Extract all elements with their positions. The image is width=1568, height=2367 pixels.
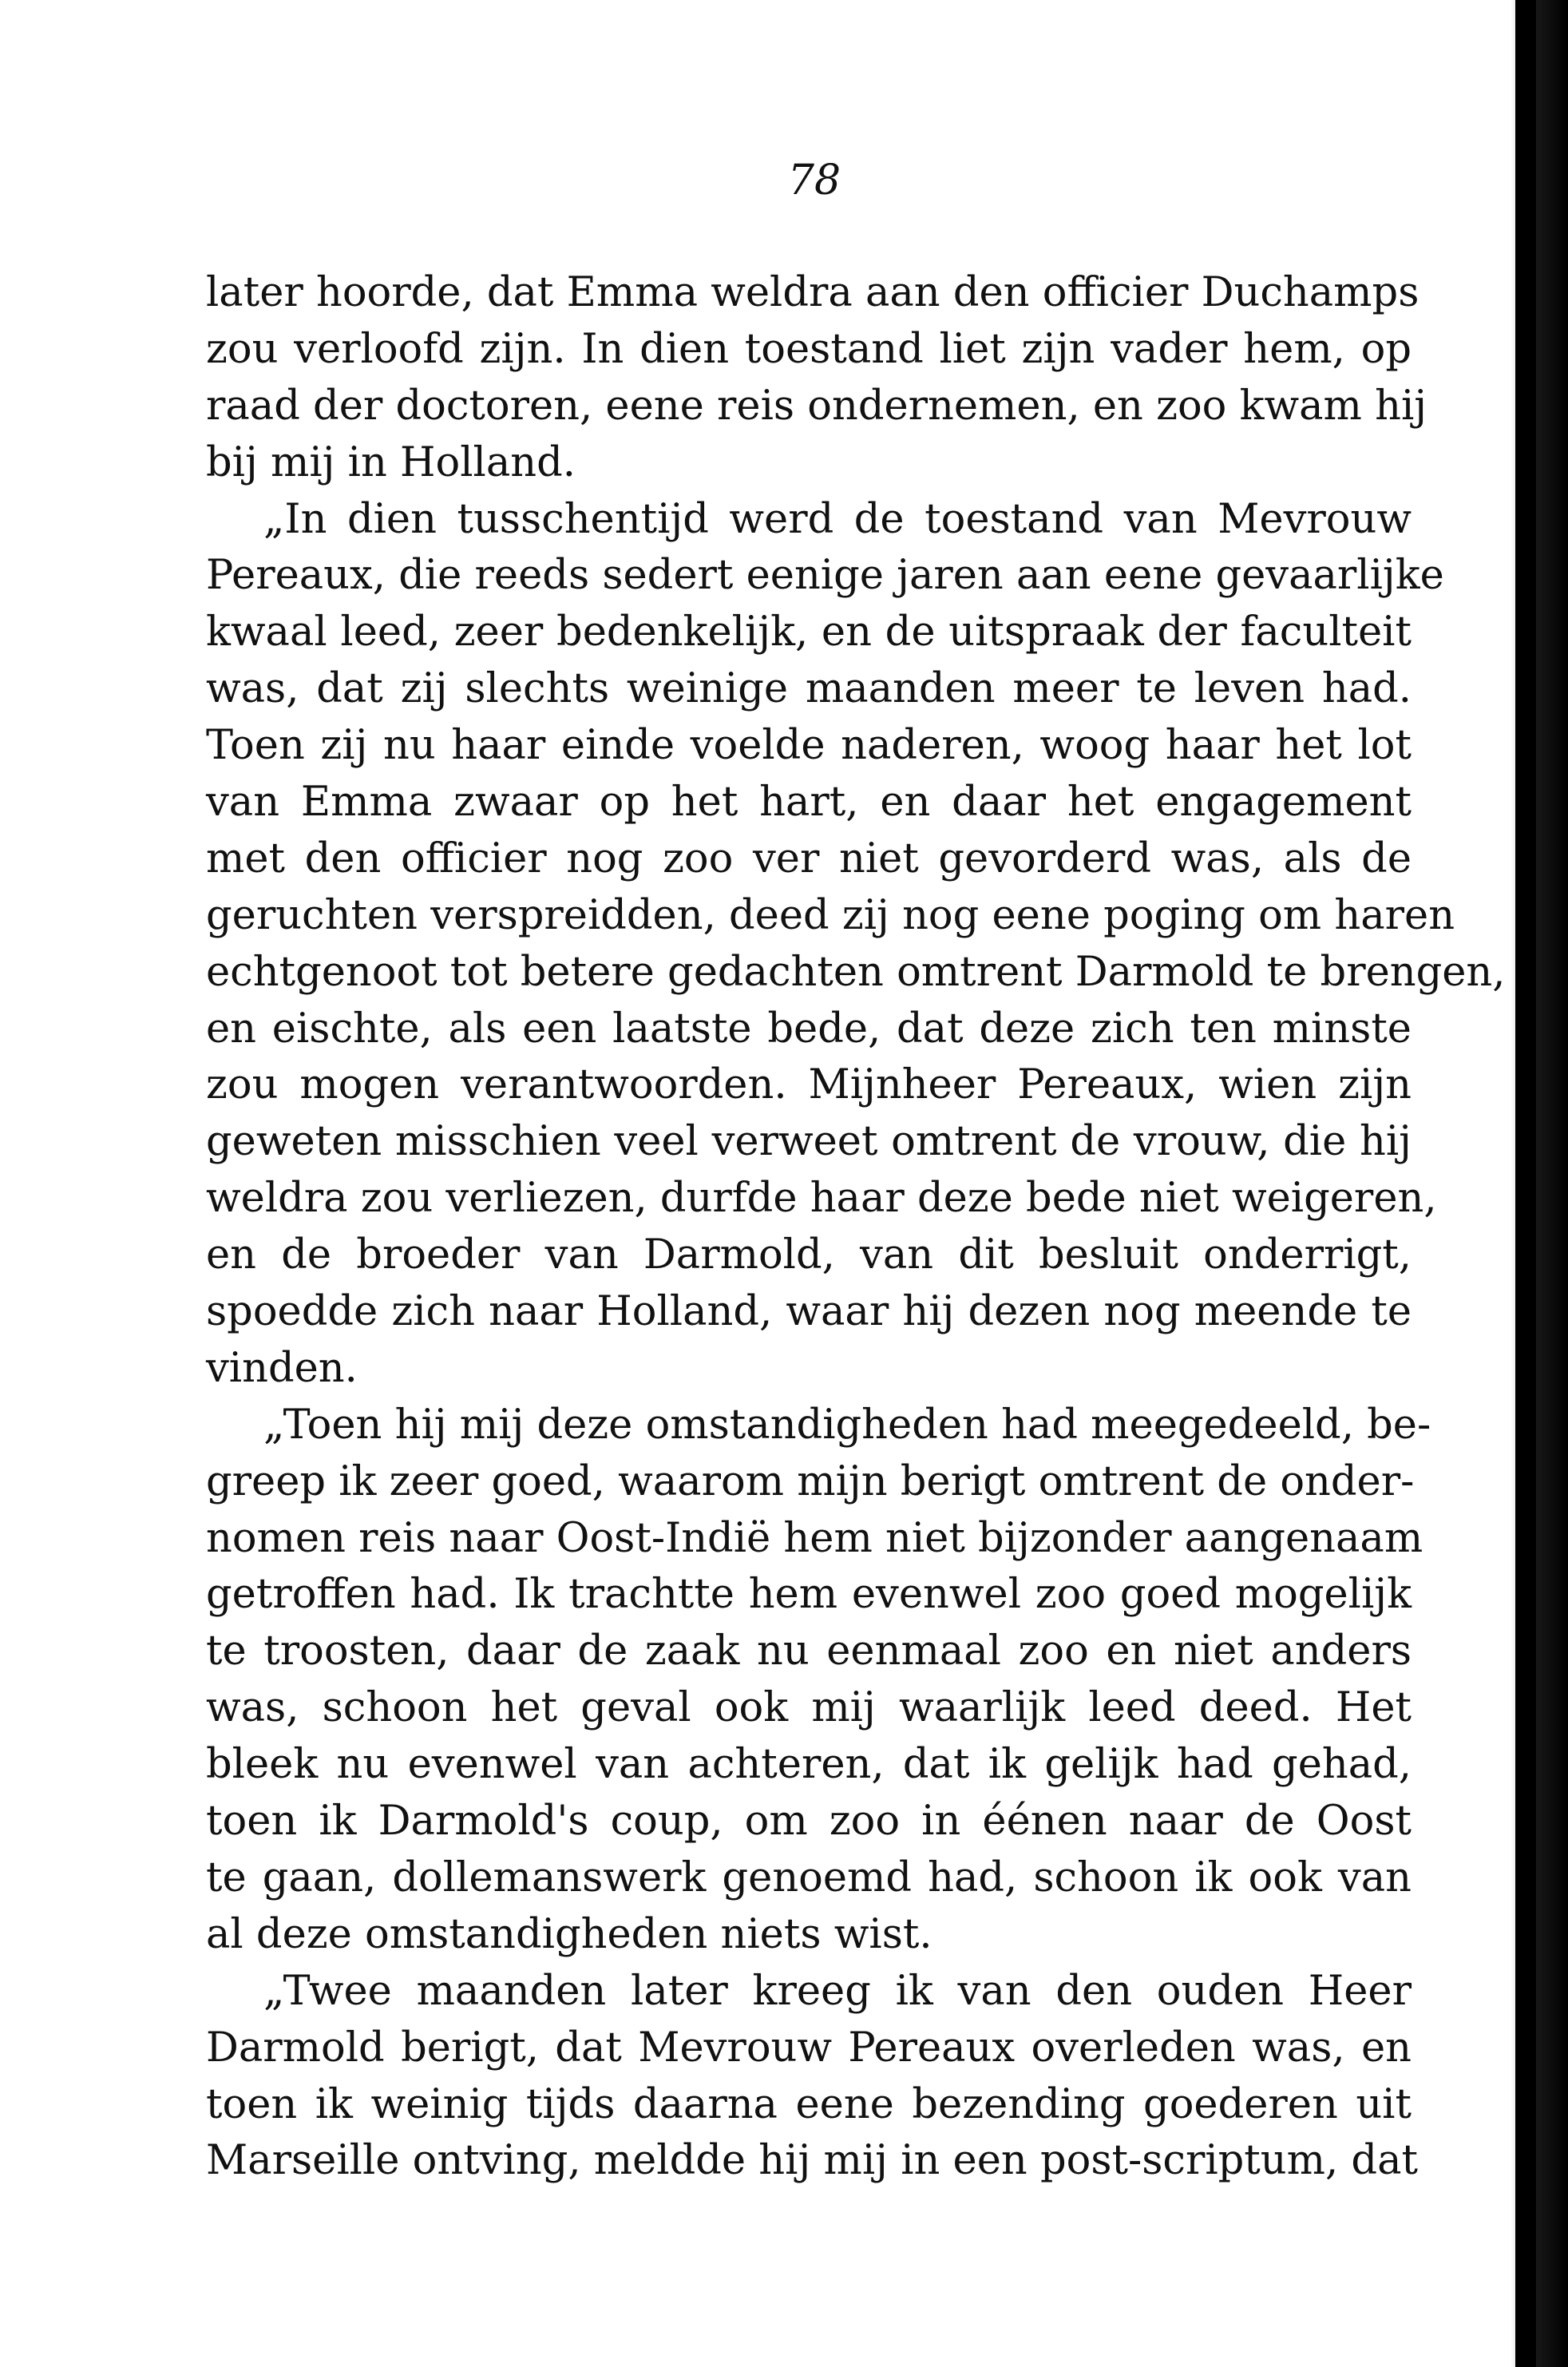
text-line: weldra zou verliezen, durfde haar deze bede niet weigeren,: [206, 1175, 1437, 1223]
text-line: greep ik zeer goed, waarom mijn berigt omtrent de onder-: [206, 1457, 1415, 1505]
text-line: was, dat zij slechts weinige maanden meer te leven had.: [206, 665, 1412, 713]
text-line: geweten misschien veel verweet omtrent de vrouw, die hij: [206, 1118, 1412, 1166]
text-line: geruchten verspreidden, deed zij nog eene poging om haren: [206, 891, 1455, 939]
text-line: zou mogen verantwoorden. Mijnheer Pereaux, wien zijn: [206, 1061, 1412, 1109]
text-line: te gaan, dollemanswerk genoemd had, schoon ik ook van: [206, 1854, 1412, 1901]
text-line: van Emma zwaar op het hart, en daar het engagement: [206, 779, 1412, 827]
text-line: Toen zij nu haar einde voelde naderen, woog haar het lot: [206, 722, 1412, 770]
text-line: raad der doctoren, eene reis ondernemen, en zoo kwam hij: [206, 382, 1427, 430]
text-line: spoedde zich naar Holland, waar hij dezen nog meende te: [206, 1288, 1412, 1336]
text-line: Marseille ontving, meldde hij mij in een post-scriptum, dat: [206, 2137, 1418, 2185]
page-binding-shadow: [1515, 0, 1536, 2367]
text-line: „Toen hij mij deze omstandigheden had meegedeeld, be-: [263, 1401, 1431, 1449]
text-line: Darmold berigt, dat Mevrouw Pereaux overleden was, en: [206, 2024, 1412, 2072]
text-line: toen ik weinig tijds daarna eene bezending goederen uit: [206, 2080, 1412, 2128]
text-line: te troosten, daar de zaak nu eenmaal zoo en niet anders: [206, 1628, 1412, 1675]
text-line: en de broeder van Darmold, van dit besluit onderrigt,: [206, 1231, 1412, 1279]
text-line: toen ik Darmold's coup, om zoo in éénen naar de Oost: [206, 1798, 1412, 1846]
text-line: vinden.: [206, 1344, 358, 1392]
body-text: [206, 265, 1506, 2190]
text-line: „In dien tusschentijd werd de toestand van Mevrouw: [263, 495, 1412, 543]
text-line: al deze omstandigheden niets wist.: [206, 1910, 932, 1958]
text-line: en eischte, als een laatste bede, dat deze zich ten minste: [206, 1005, 1412, 1053]
text-line: nomen reis naar Oost-Indië hem niet bijzonder aangenaam: [206, 1514, 1423, 1562]
text-line: Pereaux, die reeds sedert eenige jaren aan eene gevaarlijke: [206, 552, 1444, 600]
page-number: 78: [787, 157, 841, 204]
text-line: zou verloofd zijn. In dien toestand liet zijn vader hem, op: [206, 325, 1412, 373]
text-line: echtgenoot tot betere gedachten omtrent Darmold te brengen,: [206, 948, 1506, 996]
text-line: kwaal leed, zeer bedenkelijk, en de uitspraak der faculteit: [206, 609, 1412, 656]
text-line: was, schoon het geval ook mij waarlijk leed deed. Het: [206, 1684, 1412, 1732]
text-line: bleek nu evenwel van achteren, dat ik gelijk had gehad,: [206, 1741, 1412, 1789]
text-line: later hoorde, dat Emma weldra aan den officier Duchamps: [206, 269, 1420, 316]
text-line: getroffen had. Ik trachtte hem evenwel zoo goed mogelijk: [206, 1571, 1412, 1619]
text-line: met den officier nog zoo ver niet gevorderd was, als de: [206, 835, 1412, 882]
text-line: „Twee maanden later kreeg ik van den ouden Heer: [263, 1967, 1412, 2015]
text-line: bij mij in Holland.: [206, 438, 576, 486]
